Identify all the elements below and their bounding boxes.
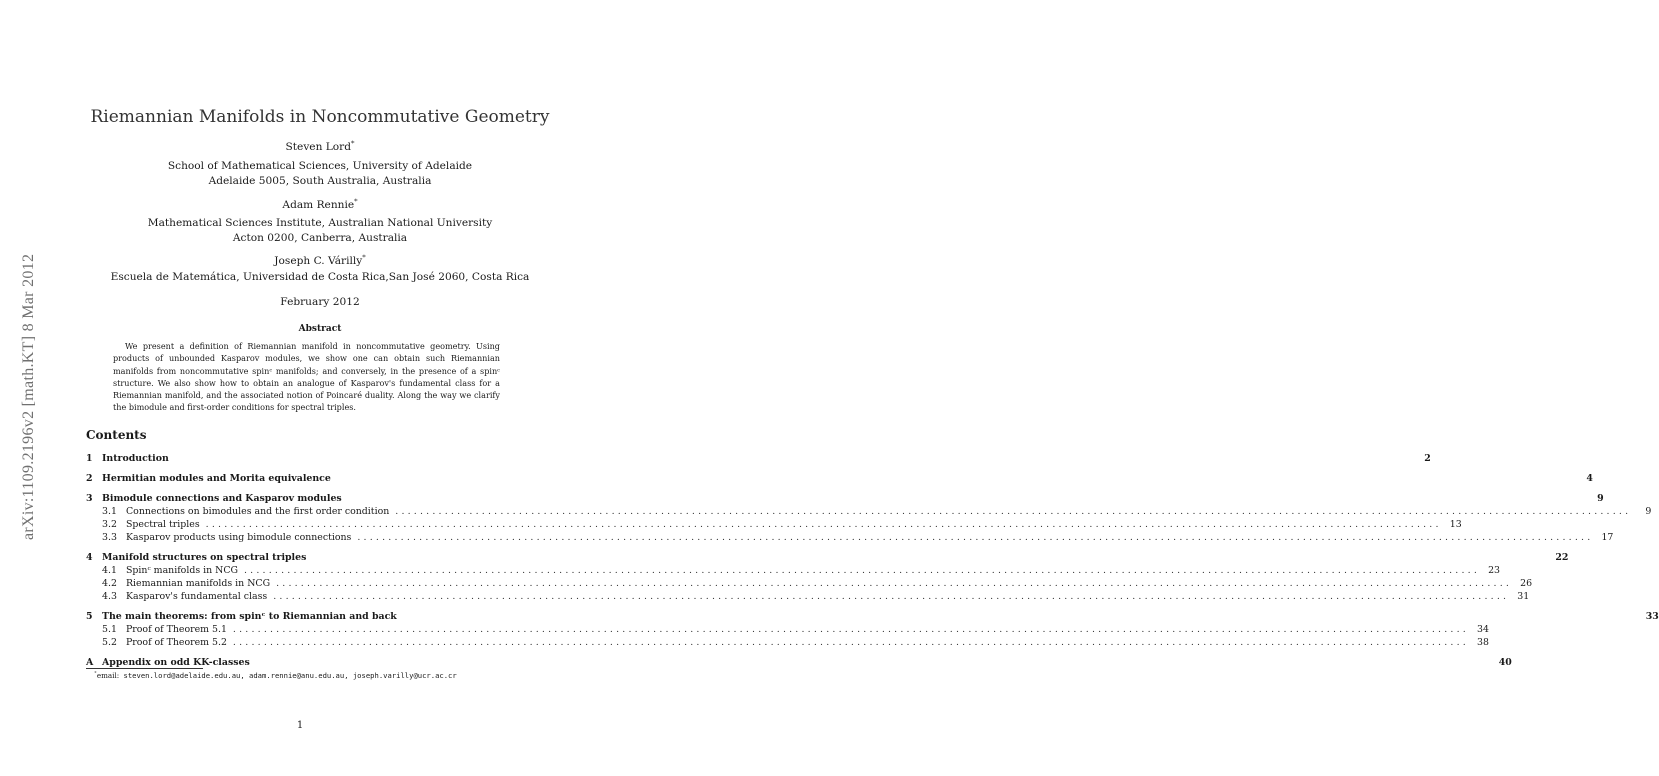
author-address: Acton 0200, Canberra, Australia bbox=[232, 232, 408, 244]
toc-page: 9 bbox=[1645, 506, 1652, 517]
toc-page: 22 bbox=[1555, 552, 1569, 563]
footnote-mark: * bbox=[94, 671, 97, 677]
toc-page: 34 bbox=[1477, 624, 1489, 635]
table-of-contents bbox=[86, 452, 1659, 669]
toc-number: 3 bbox=[86, 493, 93, 504]
footnote-emails: steven.lord@adelaide.edu.au, adam.rennie@anu.edu.au, joseph.varilly@ucr.ac.cr bbox=[123, 671, 457, 680]
author-name: Steven Lord* bbox=[285, 139, 355, 153]
footnote-marker: * bbox=[351, 139, 355, 148]
toc-leader-dots: ........................................................................................................................................................................................................ bbox=[276, 578, 1513, 589]
toc-page: 40 bbox=[1498, 657, 1512, 668]
toc-title: Kasparov products using bimodule connections bbox=[126, 532, 352, 543]
toc-leader-dots: ........................................................................................................................................................................................................ bbox=[395, 506, 1632, 517]
toc-page: 17 bbox=[1601, 532, 1614, 543]
toc-title: Spectral triples bbox=[126, 519, 200, 530]
toc-leader-dots: ........................................................................................................................................................................................................ bbox=[232, 624, 1469, 635]
toc-leader-dots: ........................................................................................................................................................................................................ bbox=[244, 565, 1481, 576]
toc-title: Introduction bbox=[102, 453, 169, 464]
toc-title: Manifold structures on spectral triples bbox=[102, 552, 307, 563]
contents-heading: Contents bbox=[86, 428, 147, 442]
toc-number: 2 bbox=[86, 473, 93, 484]
toc-page: 13 bbox=[1449, 519, 1462, 530]
toc-subsection[interactable] bbox=[86, 590, 1530, 603]
page-number: 1 bbox=[296, 720, 304, 731]
toc-title: Kasparov's fundamental class bbox=[126, 591, 268, 602]
toc-section[interactable] bbox=[86, 452, 1431, 465]
toc-number: 4.3 bbox=[102, 591, 117, 602]
paper-date: February 2012 bbox=[280, 296, 360, 308]
footnote-marker: * bbox=[362, 253, 366, 262]
toc-subsection[interactable] bbox=[86, 564, 1501, 577]
toc-title: Riemannian manifolds in NCG bbox=[126, 578, 271, 589]
toc-title: Spinᶜ manifolds in NCG bbox=[126, 565, 238, 576]
toc-title: Proof of Theorem 5.1 bbox=[126, 624, 227, 635]
toc-leader-dots: ........................................................................................................................................................................................................ bbox=[205, 519, 1442, 530]
abstract-heading: Abstract bbox=[298, 324, 342, 334]
toc-leader-dots: ........................................................................................................................................................................................................ bbox=[357, 532, 1594, 543]
toc-title: Bimodule connections and Kasparov modules bbox=[102, 493, 342, 504]
toc-subsection[interactable] bbox=[86, 518, 1462, 531]
toc-leader-dots: ........................................................................................................................................................................................................ bbox=[273, 591, 1510, 602]
toc-leader-dots: ........................................................................................................................................................................................................ bbox=[232, 637, 1469, 648]
footnote-label: email: bbox=[96, 671, 120, 680]
toc-number: 1 bbox=[86, 453, 93, 464]
toc-number: 3.2 bbox=[102, 519, 117, 530]
author-affiliation: Mathematical Sciences Institute, Australian National University bbox=[147, 217, 493, 229]
footnote-marker: * bbox=[354, 197, 358, 206]
author-name: Adam Rennie* bbox=[282, 197, 358, 211]
paper-title: Riemannian Manifolds in Noncommutative Geometry bbox=[90, 107, 550, 127]
toc-title: Connections on bimodules and the first order condition bbox=[126, 506, 390, 517]
toc-subsection[interactable] bbox=[86, 623, 1489, 636]
footnote bbox=[94, 671, 457, 680]
toc-page: 23 bbox=[1488, 565, 1501, 576]
toc-number: A bbox=[86, 657, 94, 668]
toc-number: 4.2 bbox=[102, 578, 117, 589]
author-affiliation: School of Mathematical Sciences, University of Adelaide bbox=[167, 160, 473, 172]
toc-section[interactable] bbox=[86, 551, 1569, 564]
toc-title: The main theorems: from spinᶜ to Riemannian and back bbox=[102, 611, 397, 622]
toc-title: Appendix on odd KK-classes bbox=[102, 657, 250, 668]
toc-page: 33 bbox=[1645, 611, 1659, 622]
toc-number: 3.1 bbox=[102, 506, 117, 517]
abstract-text: We present a definition of Riemannian manifold in noncommutative geometry. Using products of unbounded Kasparov modules, we show one can obtain such Riemannian manifolds from noncommutative spinᶜ manifolds; and conversely, in the presence of a spinᶜ structure. We also show how to obtain an analogue of Kasparov's fundamental class for a Riemannian manifold, and the associated notion of Poincaré duality. Along the way we clarify the bimodule and first-order conditions for spectral triples. bbox=[113, 341, 500, 413]
author-address: Adelaide 5005, South Australia, Australia bbox=[208, 175, 432, 187]
toc-subsection[interactable] bbox=[86, 505, 1652, 518]
toc-subsection[interactable] bbox=[86, 636, 1489, 649]
toc-page: 31 bbox=[1517, 591, 1530, 602]
toc-number: 4.1 bbox=[102, 565, 117, 576]
author-affiliation: Escuela de Matemática, Universidad de Costa Rica,San José 2060, Costa Rica bbox=[110, 271, 530, 283]
toc-page: 26 bbox=[1520, 578, 1533, 589]
toc-subsection[interactable] bbox=[86, 577, 1533, 590]
toc-page: 9 bbox=[1597, 493, 1604, 504]
footnote-rule bbox=[86, 668, 203, 669]
toc-number: 5 bbox=[86, 611, 93, 622]
toc-section[interactable] bbox=[86, 610, 1659, 623]
toc-section[interactable] bbox=[86, 472, 1593, 485]
toc-number: 4 bbox=[86, 552, 93, 563]
toc-page: 4 bbox=[1586, 473, 1593, 484]
arxiv-stamp: arXiv:1109.2196v2 [math.KT] 8 Mar 2012 bbox=[20, 253, 37, 540]
toc-section[interactable] bbox=[86, 492, 1604, 505]
toc-page: 2 bbox=[1424, 453, 1431, 464]
toc-number: 3.3 bbox=[102, 532, 117, 543]
toc-subsection[interactable] bbox=[86, 531, 1614, 544]
toc-page: 38 bbox=[1477, 637, 1489, 648]
author-name: Joseph C. Várilly* bbox=[274, 253, 366, 267]
toc-number: 5.2 bbox=[102, 637, 117, 648]
toc-number: 5.1 bbox=[102, 624, 117, 635]
toc-title: Hermitian modules and Morita equivalence bbox=[102, 473, 331, 484]
toc-title: Proof of Theorem 5.2 bbox=[126, 637, 227, 648]
